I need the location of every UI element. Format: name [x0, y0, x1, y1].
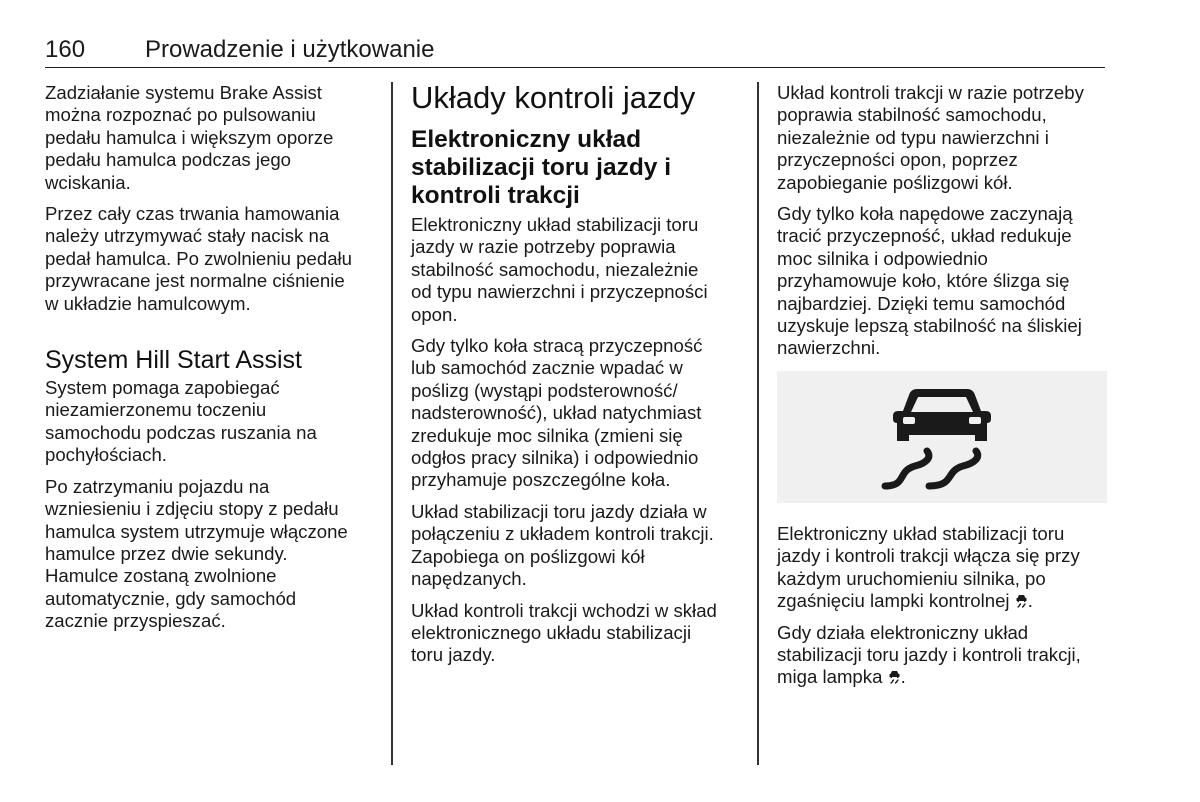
text-line: jazdy i kontroli trakcji włącza się przy [777, 545, 1080, 567]
text-line: zgaśnięciu lampki kontrolnej [777, 590, 1010, 612]
text-line: Zadziałanie systemu Brake Assist [45, 82, 322, 103]
skidding-car-icon [888, 670, 901, 684]
column-right [777, 82, 1107, 698]
paragraph-braking-pressure [45, 203, 375, 315]
paragraph-esc-startup [777, 523, 1107, 613]
text-line: pedału hamulca i większym oporze [45, 126, 334, 148]
text-line: lub samochód zacznie wpadać w [411, 357, 683, 379]
text-line: zacznie przyspieszać. [45, 610, 226, 632]
paragraph-esc-tcs [411, 501, 741, 591]
text-line: samochodu podczas ruszania na [45, 421, 317, 443]
page-number: 160 [45, 36, 86, 63]
paragraph-hill-start-detail [45, 476, 375, 633]
text-line: poślizg (wystąpi podsterowność/ [411, 379, 678, 401]
text-line: wzniesieniu i zdjęciu stopy z pedału [45, 498, 339, 520]
paragraph-tcs-action [777, 203, 1107, 360]
text-line: wciskania. [45, 171, 131, 193]
text-line: niezamierzonemu toczeniu [45, 399, 267, 421]
text-line: Gdy działa elektroniczny układ [777, 621, 1029, 643]
text-line: nadsterowność), układ natychmiast [411, 402, 702, 424]
text-line: należy utrzymywać stały nacisk na [45, 225, 330, 247]
text-line: jazdy w razie potrzeby poprawia [411, 236, 676, 258]
text-line: automatycznie, gdy samochód [45, 587, 297, 609]
text-line: Gdy tylko koła stracą przyczepność [411, 335, 703, 357]
text-line: miga lampka [777, 666, 883, 688]
text-line: Układ kontroli trakcji w razie potrzeby [777, 82, 1084, 103]
text-line: System pomaga zapobiegać [45, 377, 280, 399]
text-line: toru jazdy. [411, 644, 496, 666]
text-line: niezależnie od typu nawierzchni i [777, 126, 1049, 148]
section-title: Układy kontroli jazdy [411, 80, 696, 115]
column-divider-left [391, 82, 393, 765]
paragraph-esc-intro [411, 214, 741, 326]
text-line: Hamulce zostaną zwolnione [45, 565, 277, 587]
text-line: Gdy tylko koła napędowe zaczynają [777, 203, 1073, 225]
text-line: pedał hamulca. Po zwolnieniu pedału [45, 247, 353, 269]
text-line: odgłos pracy silnika) i odpowiednio [411, 447, 699, 469]
text-line: Elektroniczny układ stabilizacji toru [777, 522, 1065, 544]
text-line: Zapobiega on poślizgowi kół [411, 545, 645, 567]
text-line: w układzie hamulcowym. [45, 292, 251, 314]
text-line: Układ kontroli trakcji wchodzi w skład [411, 599, 717, 621]
paragraph-tcs-part [411, 600, 741, 667]
text-line: najbardziej. Dzięki temu samochód [777, 292, 1066, 314]
text-line: od typu nawierzchni i przyczepności [411, 281, 708, 303]
text-line: poprawia stabilność samochodu, [777, 104, 1047, 126]
text-line: stabilizacji toru jazdy i kontroli trakcji, [777, 643, 1081, 665]
paragraph-esc-action [411, 335, 741, 492]
paragraph-hill-start-intro [45, 377, 375, 467]
text-line: Po zatrzymaniu pojazdu na [45, 475, 270, 497]
text-line: uzyskuje lepszą stabilność na śliskiej [777, 315, 1082, 337]
text-line: zredukuje moc silnika (zmieni się [411, 424, 683, 446]
text-line: pedału hamulca podczas jego [45, 149, 292, 171]
text-line: połączeniu z układem kontroli trakcji. [411, 523, 714, 545]
text-line: hamulce przez dwie sekundy. [45, 542, 288, 564]
column-middle [411, 80, 741, 676]
section-heading-hill-start: System Hill Start Assist [45, 346, 302, 375]
text-line: opon. [411, 303, 458, 325]
heading-line: Elektroniczny układ [411, 126, 642, 153]
paragraph-tcs-intro [777, 82, 1107, 194]
page-header [45, 34, 1105, 68]
text-line: zapobieganie poślizgowi kół. [777, 171, 1013, 193]
text-line: hamulca system utrzymuje włączone [45, 520, 348, 542]
text-line: Elektroniczny układ stabilizacji toru [411, 214, 699, 235]
skidding-car-icon [1015, 594, 1028, 608]
chapter-title: Prowadzenie i użytkowanie [145, 36, 435, 63]
column-divider-right [757, 82, 759, 765]
paragraph-esc-blinking [777, 622, 1107, 689]
skidding-car-icon [777, 371, 1107, 503]
column-left [45, 82, 375, 642]
text-line: tracić przyczepność, układ redukuje [777, 225, 1072, 247]
text-line: stabilność samochodu, niezależnie [411, 258, 699, 280]
skid-warning-figure [777, 371, 1107, 503]
paragraph-brake-assist [45, 82, 375, 194]
heading-line: stabilizacji toru jazdy i [411, 154, 672, 181]
text-line: napędzanych. [411, 568, 527, 590]
text-line: przyhamowuje koło, które ślizga się [777, 270, 1070, 292]
text-line: Przez cały czas trwania hamowania [45, 203, 340, 225]
text-line: przyhamuje poszczególne koła. [411, 469, 671, 491]
text-line: pochyłościach. [45, 444, 167, 466]
subsection-heading [411, 126, 741, 210]
text-line: przywracane jest normalne ciśnienie [45, 270, 345, 292]
text-period: . [1027, 590, 1033, 612]
text-line: każdym uruchomieniu silnika, po [777, 567, 1046, 589]
text-period: . [900, 666, 906, 688]
text-line: nawierzchni. [777, 337, 881, 359]
text-line: moc silnika i odpowiednio [777, 247, 988, 269]
text-line: można rozpoznać po pulsowaniu [45, 104, 316, 126]
heading-line: kontroli trakcji [411, 182, 580, 209]
text-line: elektronicznego układu stabilizacji [411, 621, 692, 643]
text-line: przyczepności opon, poprzez [777, 149, 1018, 171]
text-line: Układ stabilizacji toru jazdy działa w [411, 500, 707, 522]
